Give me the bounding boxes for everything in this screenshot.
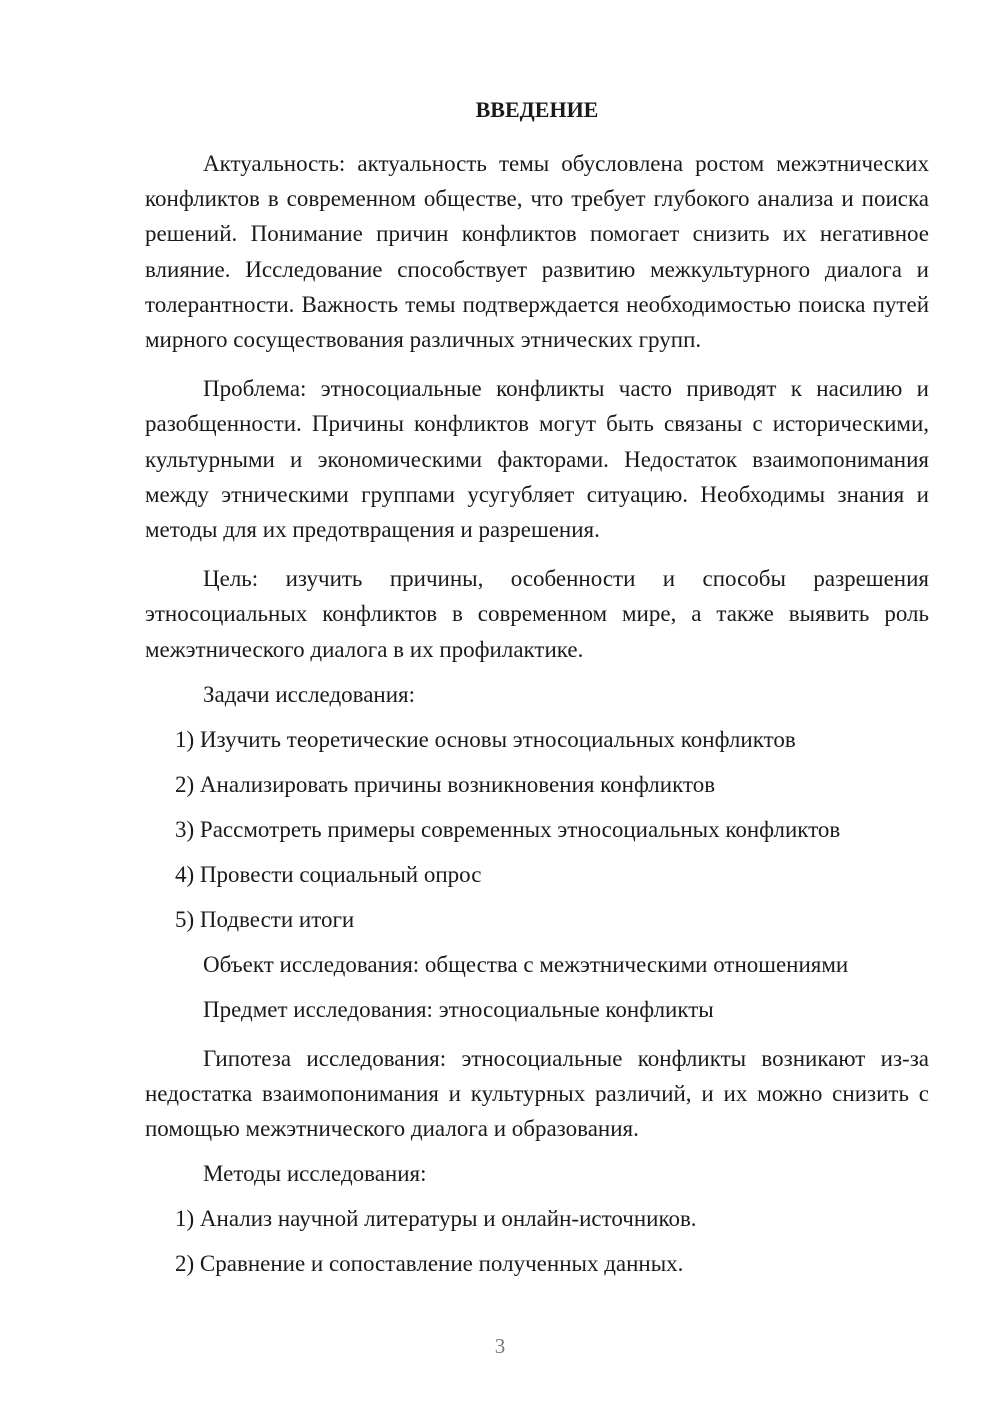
page-number: 3: [494, 1334, 506, 1358]
problem-paragraph: Проблема: этносоциальные конфликты часто приводят к насилию и разобщенности. Причины конфликтов могут быть связаны с историческими, культурными и экономическими факторами. Недостаток взаимопонимания между этническими группами усугубляет ситуацию. Необходимы знания и методы для их предотвращения и разрешения.: [145, 376, 929, 543]
method-item: 2) Сравнение и сопоставление полученных данных.: [175, 1251, 684, 1277]
goal-paragraph: Цель: изучить причины, особенности и способы разрешения этносоциальных конфликтов в современном мире, а также выявить роль межэтнического диалога в их профилактике.: [145, 566, 929, 662]
hypothesis-paragraph: Гипотеза исследования: этносоциальные конфликты возникают из-за недостатка взаимопонимания и культурных различий, и их можно снизить с помощью межэтнического диалога и образования.: [145, 1045, 929, 1142]
relevance-paragraph: Актуальность: актуальность темы обусловлена ростом межэтнических конфликтов в современном обществе, что требует глубокого анализа и поиска решений. Понимание причин конфликтов помогает снизить их негативное влияние. Исследование способствует развитию межкультурного диалога и толерантности. Важность темы подтверждается необходимостью поиска путей мирного сосуществования различных этнических групп.: [145, 151, 929, 353]
methods-heading: Методы исследования:: [203, 1161, 427, 1187]
task-item: 3) Рассмотреть примеры современных этносоциальных конфликтов: [175, 816, 841, 842]
research-object: Объект исследования: общества с межэтническими отношениями: [203, 951, 849, 977]
task-item: 1) Изучить теоретические основы этносоциальных конфликтов: [175, 726, 796, 752]
tasks-list: [145, 726, 929, 934]
research-subject: Предмет исследования: этносоциальные конфликты: [203, 996, 714, 1022]
document-body: [145, 92, 929, 1295]
methods-list: [145, 1205, 929, 1278]
task-item: 4) Провести социальный опрос: [175, 861, 482, 887]
method-item: 1) Анализ научной литературы и онлайн-источников.: [175, 1206, 697, 1232]
task-item: 2) Анализировать причины возникновения конфликтов: [175, 771, 716, 797]
section-title: ВВЕДЕНИЕ: [475, 97, 599, 122]
task-item: 5) Подвести итоги: [175, 906, 355, 932]
tasks-heading: Задачи исследования:: [203, 681, 416, 707]
